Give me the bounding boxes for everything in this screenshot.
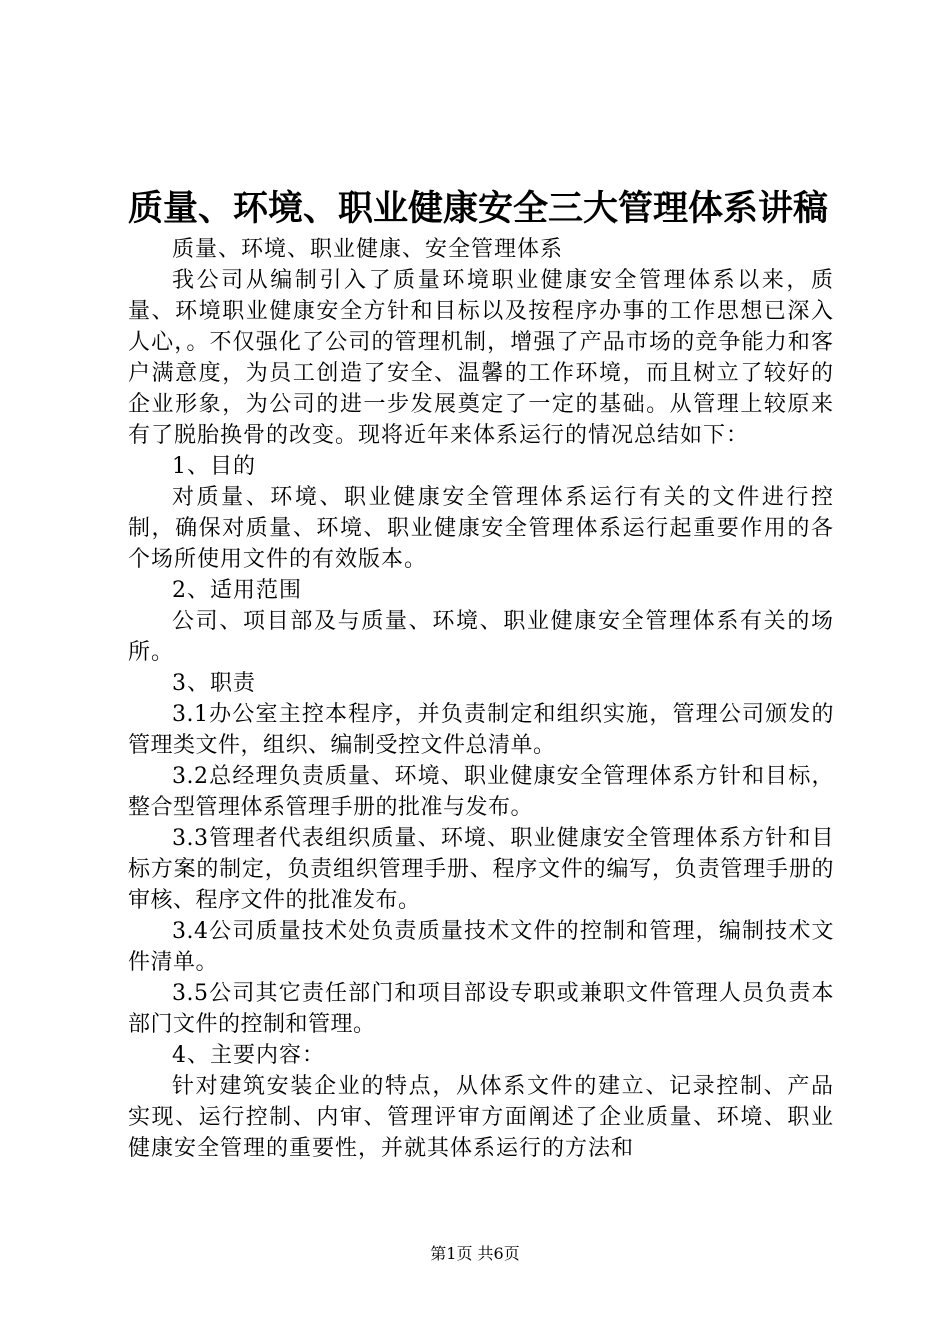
section-heading-responsibilities: 3、职责: [172, 671, 256, 696]
section-heading-scope: 2、适用范围: [172, 578, 302, 603]
paragraph-responsibility-3-1: 3.1办公室主控本程序，并负责制定和组织实施，管理公司颁发的管理类文件，组织、编制受控文件总清单。: [128, 702, 834, 758]
paragraph-scope: 公司、项目部及与质量、环境、职业健康安全管理体系有关的场所。: [128, 609, 834, 665]
section-heading-purpose: 1、目的: [172, 454, 256, 479]
section-heading-main-content: 4、主要内容：: [172, 1043, 325, 1068]
paragraph-responsibility-3-3: 3.3管理者代表组织质量、环境、职业健康安全管理体系方针和目标方案的制定，负责组织管理手册、程序文件的编写，负责管理手册的审核、程序文件的批准发布。: [128, 826, 834, 913]
paragraph-responsibility-3-2: 3.2总经理负责质量、环境、职业健康安全管理体系方针和目标，整合型管理体系管理手册的批准与发布。: [128, 764, 834, 820]
document-body: [128, 234, 834, 1164]
page-footer: 第1页 共6页: [430, 1244, 520, 1263]
document-title: 质量、环境、职业健康安全三大管理体系讲稿: [128, 188, 829, 229]
paragraph-responsibility-3-5: 3.5公司其它责任部门和项目部设专职或兼职文件管理人员负责本部门文件的控制和管理。: [128, 981, 834, 1037]
paragraph-intro: 我公司从编制引入了质量环境职业健康安全管理体系以来，质量、环境职业健康安全方针和目标以及按程序办事的工作思想已深入人心，。不仅强化了公司的管理机制，增强了产品市场的竞争能力和客户满意度，为员工创造了安全、温馨的工作环境，而且树立了较好的企业形象，为公司的进一步发展奠定了一定的基础。从管理上较原来有了脱胎换骨的改变。现将近年来体系运行的情况总结如下：: [128, 268, 834, 448]
paragraph-subtitle: 质量、环境、职业健康、安全管理体系: [172, 237, 564, 262]
paragraph-purpose: 对质量、环境、职业健康安全管理体系运行有关的文件进行控制，确保对质量、环境、职业健康安全管理体系运行起重要作用的各个场所使用文件的有效版本。: [128, 485, 834, 572]
paragraph-main-content: 针对建筑安装企业的特点，从体系文件的建立、记录控制、产品实现、运行控制、内审、管理评审方面阐述了企业质量、环境、职业健康安全管理的重要性，并就其体系运行的方法和: [128, 1074, 834, 1161]
paragraph-responsibility-3-4: 3.4公司质量技术处负责质量技术文件的控制和管理，编制技术文件清单。: [128, 919, 834, 975]
